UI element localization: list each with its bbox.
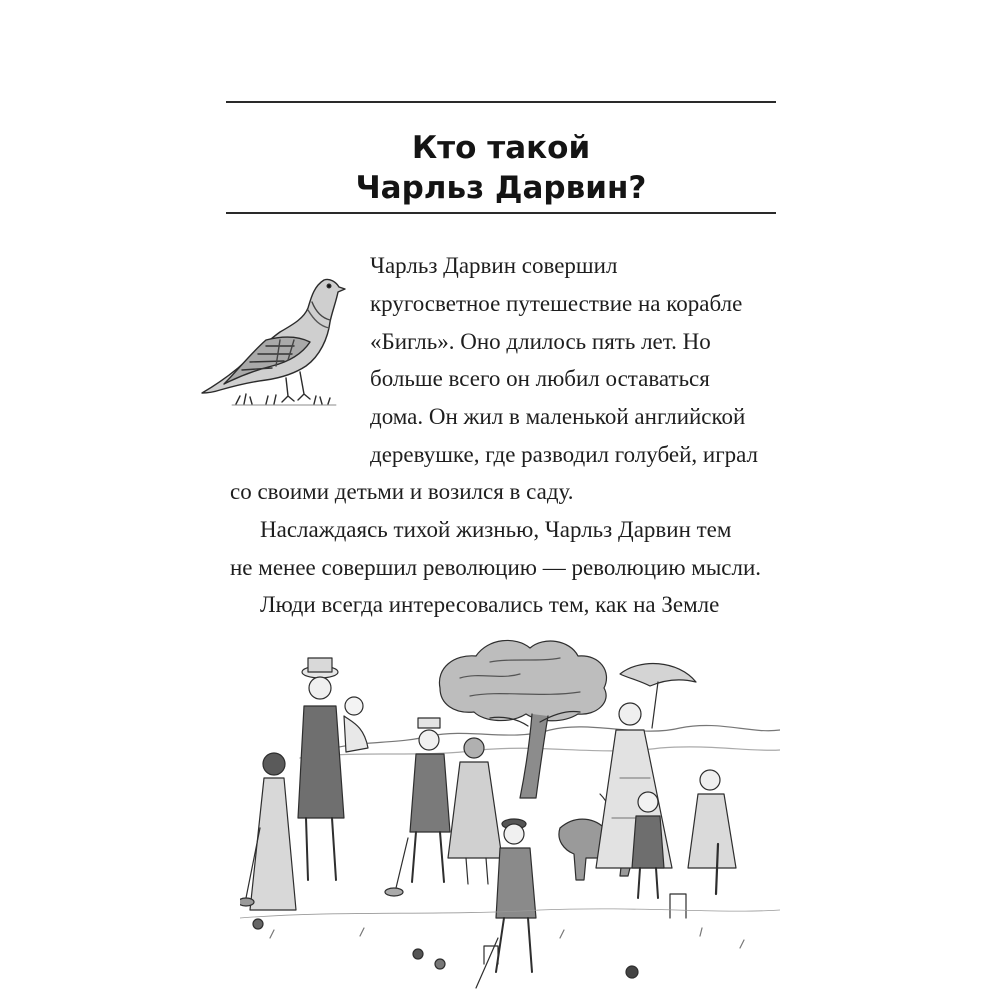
text-line: со своими детьми и возился в саду.: [230, 479, 574, 504]
text-line: кругосветное путешествие на корабле: [370, 291, 743, 316]
bottom-rule: [226, 212, 776, 214]
text-line: Наслаждаясь тихой жизнью, Чарльз Дарвин тем: [260, 517, 732, 542]
top-rule: [226, 101, 776, 103]
chapter-title: [226, 128, 776, 208]
text-line: Люди всегда интересовались тем, как на Земле: [260, 592, 720, 617]
text-line: деревушке, где разводил голубей, играл: [370, 442, 759, 467]
pigeon-illustration: [196, 262, 346, 412]
text-line: «Бигль». Оно длилось пять лет. Но: [370, 329, 711, 354]
text-line: дома. Он жил в маленькой английской: [370, 404, 746, 429]
chapter-title-line-2: Чарльз Дарвин?: [355, 170, 647, 206]
family-croquet-illustration: [240, 618, 780, 1000]
text-line: Чарльз Дарвин совершил: [370, 253, 618, 278]
text-line: не менее совершил революцию — революцию мысли.: [230, 555, 762, 580]
chapter-title-line-1: Кто такой: [411, 130, 591, 166]
text-line: больше всего он любил оставаться: [370, 366, 710, 391]
